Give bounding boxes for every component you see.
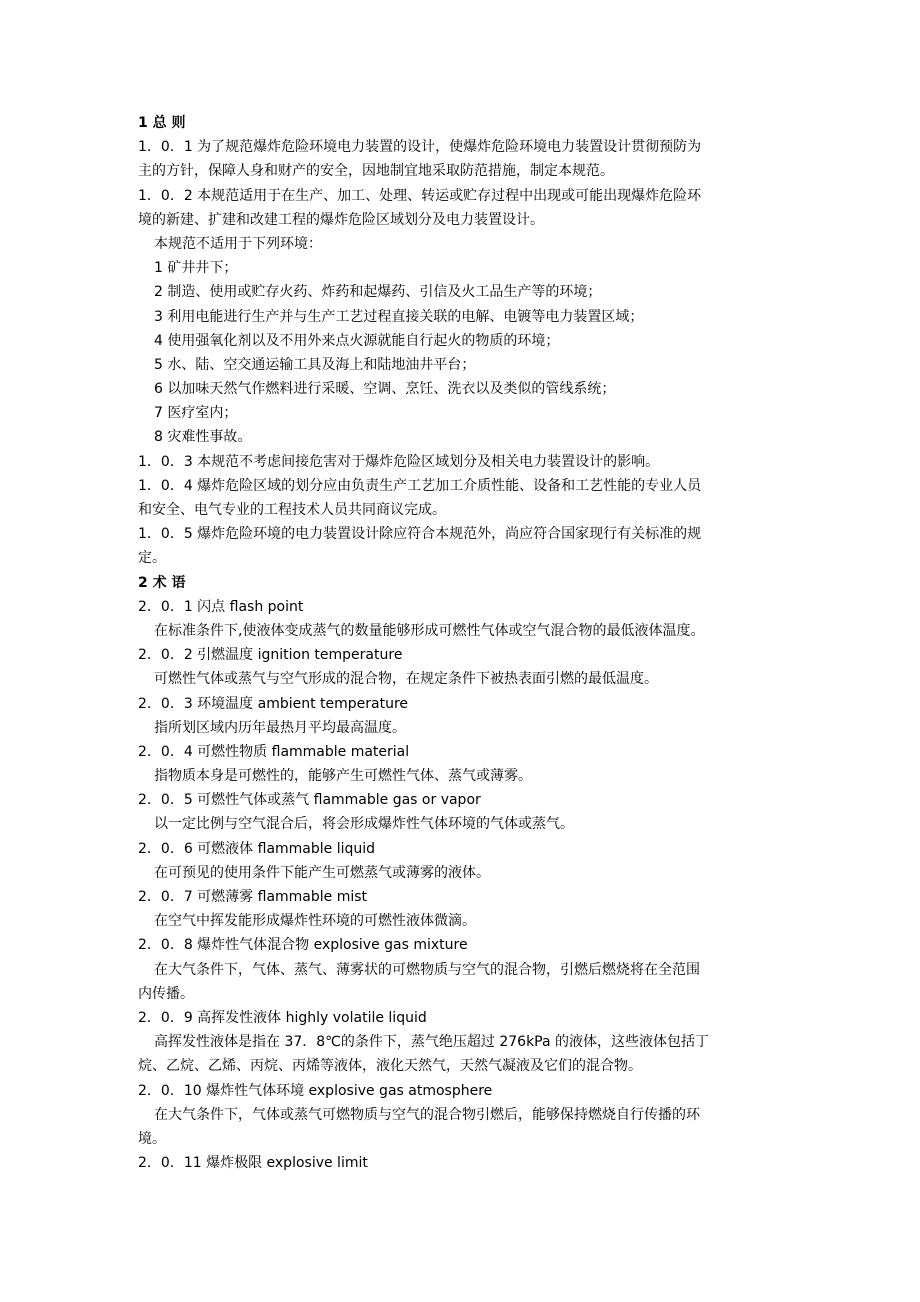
text-line: 2．0．5 可燃性气体或蒸气 flammable gas or vapor — [138, 792, 481, 809]
text-line: 可燃性气体或蒸气与空气形成的混合物，在规定条件下被热表面引燃的最低温度。 — [154, 671, 658, 688]
text-line: 指物质本身是可燃性的，能够产生可燃性气体、蒸气或薄雾。 — [154, 768, 532, 785]
text-line: 和安全、电气专业的工程技术人员共同商议完成。 — [138, 502, 446, 518]
text-line: 在标准条件下,使液体变成蒸气的数量能够形成可燃性气体或空气混合物的最低液体温度。 — [154, 622, 705, 639]
text-line: 1．0．4 爆炸危险区域的划分应由负责生产工艺加工介质性能、设备和工艺性能的专业人员 — [138, 477, 702, 494]
text-line: 高挥发性液体是指在 37．8℃的条件下，蒸气绝压超过 276kPa 的液体，这些液体包括丁 — [154, 1034, 710, 1051]
text-line: 2．0．2 引燃温度 ignition temperature — [138, 647, 403, 664]
text-line: 2．0．11 爆炸极限 explosive limit — [138, 1155, 368, 1172]
text-line: 境的新建、扩建和改建工程的爆炸危险区域划分及电力装置设计。 — [138, 211, 544, 228]
text-line: 1．0．3 本规范不考虑间接危害对于爆炸危险区域划分及相关电力装置设计的影响。 — [138, 453, 660, 470]
text-line: 2．0．1 闪点 flash point — [138, 598, 304, 615]
text-line: 1．0．5 爆炸危险环境的电力装置设计除应符合本规范外，尚应符合国家现行有关标准的规 — [138, 526, 702, 543]
text-line: 在大气条件下，气体或蒸气可燃物质与空气的混合物引燃后，能够保持燃烧自行传播的环 — [154, 1106, 700, 1123]
document-body — [138, 111, 788, 1175]
text-line: 2．0．9 高挥发性液体 highly volatile liquid — [138, 1009, 427, 1026]
text-line: 内传播。 — [138, 985, 194, 1002]
text-line: 定。 — [138, 550, 166, 567]
text-line: 1．0．2 本规范适用于在生产、加工、处理、转运或贮存过程中出现或可能出现爆炸危险环 — [138, 187, 702, 204]
text-line: 1．0．1 为了规范爆炸危险环境电力装置的设计，使爆炸危险环境电力装置设计贯彻预防为 — [138, 139, 702, 156]
text-line: 在可预见的使用条件下能产生可燃蒸气或薄雾的液体。 — [154, 864, 490, 881]
text-line: 2．0．6 可燃液体 flammable liquid — [138, 840, 376, 857]
section-heading: 2 术 语 — [138, 574, 186, 591]
text-line: 境。 — [138, 1130, 166, 1147]
list-item: 2 制造、使用或贮存火药、炸药和起爆药、引信及火工品生产等的环境； — [154, 284, 602, 301]
text-line: 以一定比例与空气混合后，将会形成爆炸性气体环境的气体或蒸气。 — [154, 816, 574, 833]
text-line: 2．0．7 可燃薄雾 flammable mist — [138, 889, 368, 905]
list-item: 3 利用电能进行生产并与生产工艺过程直接关联的电解、电镀等电力装置区域； — [154, 308, 644, 325]
section-heading: 1 总 则 — [138, 115, 186, 131]
text-line: 指所划区域内历年最热月平均最高温度。 — [154, 719, 406, 736]
list-item: 1 矿井井下； — [154, 260, 238, 277]
text-line: 2．0．8 爆炸性气体混合物 explosive gas mixture — [138, 937, 468, 954]
list-item: 6 以加味天然气作燃料进行采暖、空调、烹饪、洗衣以及类似的管线系统； — [154, 381, 616, 398]
text-line: 烷、乙烷、乙烯、丙烷、丙烯等液体，液化天然气，天然气凝液及它们的混合物。 — [138, 1058, 642, 1075]
list-item: 5 水、陆、空交通运输工具及海上和陆地油井平台； — [154, 356, 476, 373]
list-item: 7 医疗室内； — [154, 405, 238, 422]
text-line: 本规范不适用于下列环境： — [154, 235, 322, 252]
list-item: 4 使用强氧化剂以及不用外来点火源就能自行起火的物质的环境； — [154, 332, 560, 349]
text-line: 主的方针，保障人身和财产的安全，因地制宜地采取防范措施，制定本规范。 — [138, 163, 614, 180]
text-line: 在空气中挥发能形成爆炸性环境的可燃性液体微滴。 — [154, 913, 476, 930]
text-line: 2．0．10 爆炸性气体环境 explosive gas atmosphere — [138, 1082, 493, 1099]
list-item: 8 灾难性事故。 — [154, 429, 252, 446]
text-line: 2．0．4 可燃性物质 flammable material — [138, 743, 410, 760]
text-line: 在大气条件下，气体、蒸气、薄雾状的可燃物质与空气的混合物，引燃后燃烧将在全范围 — [154, 961, 700, 978]
text-line: 2．0．3 环境温度 ambient temperature — [138, 695, 409, 712]
